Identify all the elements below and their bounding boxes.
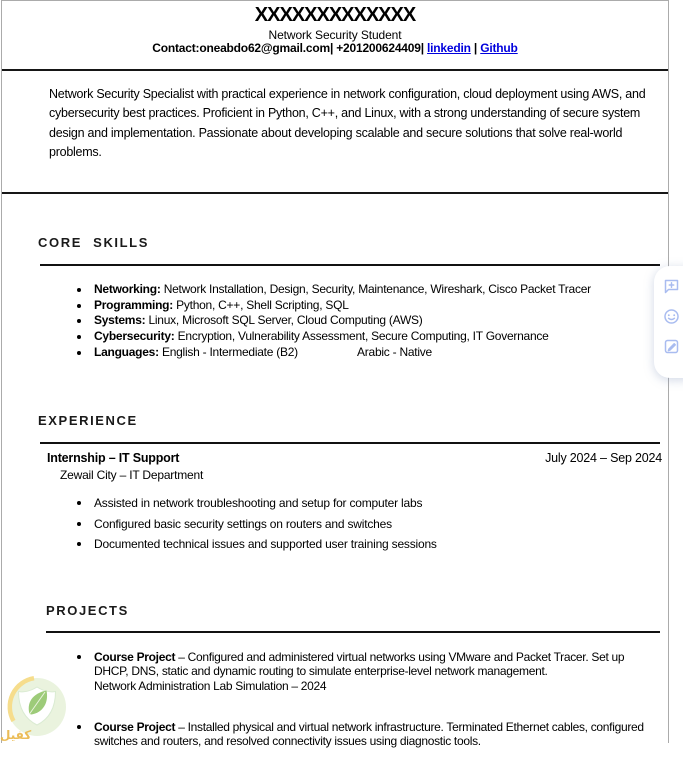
emoji-icon[interactable] — [663, 308, 680, 325]
skill-item-languages: Languages: English - Intermediate (B2) Arabic - Native — [75, 345, 653, 361]
project-item: Course Project – Installed physical and virtual network infrastructure. Terminated Ethernet cables, configured switches and routers, and resolved connectivity issues using diagnostic tools. — [75, 720, 657, 749]
floating-side-toolbar — [654, 266, 683, 378]
list-item: Configured basic security settings on routers and switches — [75, 514, 653, 535]
core-skills-underline — [40, 264, 660, 266]
section-heading-experience: EXPERIENCE — [38, 413, 138, 428]
linkedin-link[interactable]: linkedin — [427, 41, 471, 55]
experience-bullet-list — [75, 493, 653, 555]
job-title: Internship – IT Support — [47, 451, 180, 465]
projects-underline — [46, 631, 660, 633]
list-item: Assisted in network troubleshooting and setup for computer labs — [75, 493, 653, 514]
link-separator: | — [473, 41, 478, 55]
section-heading-core-skills: CORE SKILLS — [38, 235, 149, 250]
add-comment-icon[interactable] — [663, 278, 680, 295]
candidate-title: Network Security Student — [268, 28, 402, 42]
projects-list — [75, 650, 657, 775]
skill-item-networking: Networking: Network Installation, Design, Security, Maintenance, Wireshark, Cisco Packet Tracer — [75, 282, 653, 298]
project-item: Course Project – Configured and administered virtual networks using VMware and Packet Tracer. Set up DHCP, DNS, static and dynamic routing to simulate enterprise-level network management. Network Administration Lab Simulation – 2024 — [75, 650, 657, 693]
edit-pen-icon[interactable] — [663, 338, 680, 355]
job-organization: Zewail City – IT Department — [60, 468, 204, 482]
experience-title-row — [47, 451, 662, 465]
skill-item-cybersecurity: Cybersecurity: Encryption, Vulnerability Assessment, Secure Computing, IT Governance — [75, 329, 653, 345]
section-heading-projects: PROJECTS — [46, 603, 129, 618]
contact-line — [2, 41, 668, 55]
github-link[interactable]: Github — [480, 41, 518, 55]
watermark-arabic-text: كفيل — [0, 728, 32, 742]
contact-text: Contact:oneabdo62@gmail.com| +201200624409| — [152, 41, 428, 55]
skill-item-programming: Programming: Python, C++, Shell Scripting, SQL — [75, 298, 653, 314]
summary-paragraph: Network Security Specialist with practical experience in network configuration, cloud deployment using AWS, and cybersecurity best practices. Proficient in Python, C++, and Linux, with a strong understanding of secure system design and implementation. Passionate about developing scalable and secure solutions that solve real-world problems. — [49, 87, 646, 159]
candidate-name: XXXXXXXXXXXXX — [254, 4, 416, 26]
experience-underline — [40, 442, 660, 444]
core-skills-list — [75, 282, 653, 361]
summary-divider-rule — [2, 192, 668, 194]
project-subtitle: Network Administration Lab Simulation – 2024 — [94, 678, 327, 693]
header-divider-rule — [2, 69, 668, 71]
list-item: Documented technical issues and supported user training sessions — [75, 534, 653, 555]
skill-item-systems: Systems: Linux, Microsoft SQL Server, Cloud Computing (AWS) — [75, 313, 653, 329]
job-date-range: July 2024 – Sep 2024 — [545, 451, 662, 465]
